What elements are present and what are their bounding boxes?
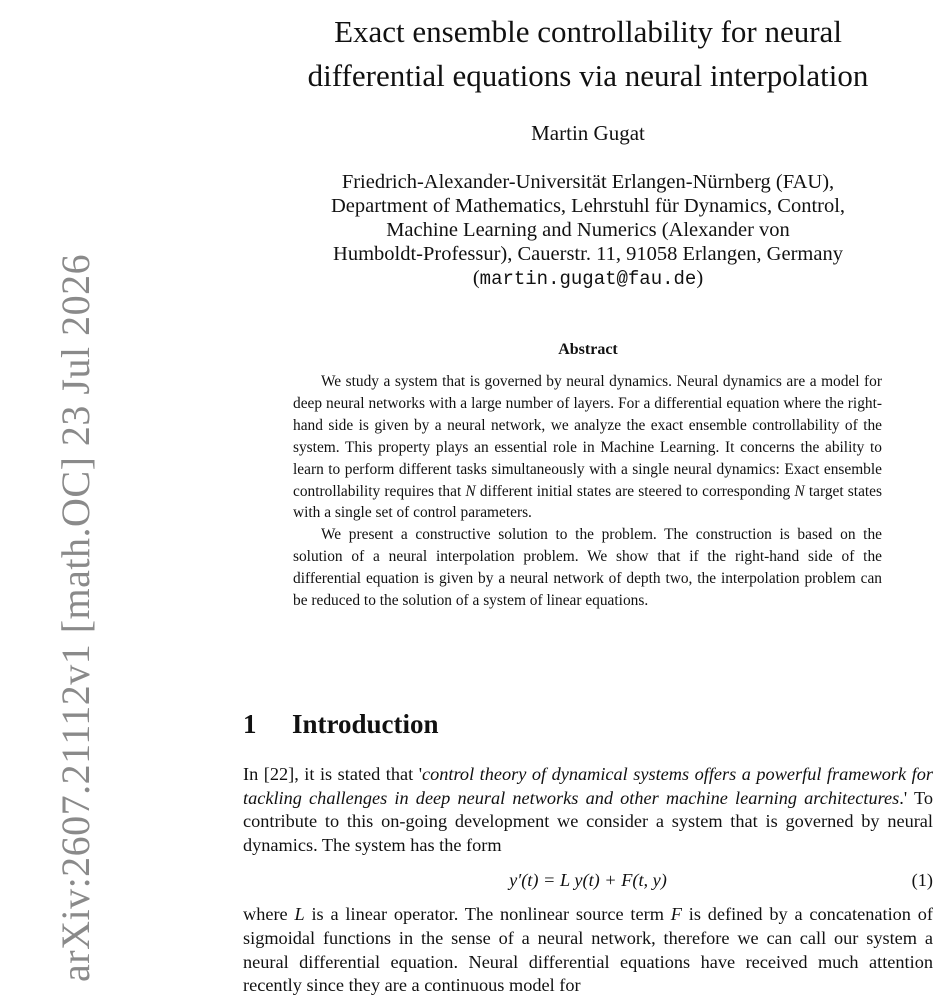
introduction-body <box>243 763 933 998</box>
section-heading <box>243 709 439 740</box>
arxiv-stamp: arXiv:2607.21112v1 [math.OC] 23 Jul 2026 <box>53 253 98 982</box>
affiliation-line-2: Department of Mathematics, Lehrstuhl für Dynamics, Control, <box>330 195 846 217</box>
affiliation-line-1: Friedrich-Alexander-Universität Erlangen-Nürnberg (FAU), <box>341 171 835 193</box>
intro-text: .' To contribute to this on-going development we consider a system that is governed by neural dynamics. The system has the form <box>243 787 934 855</box>
affiliation-email-line <box>262 266 914 291</box>
intro-text: In [22], it is stated that ' <box>243 764 423 784</box>
intro-text: is defined by a concatenation of sigmoidal functions in the sense of a neural network, therefore we can call our system a neural differential equation. Neural differential equations have received much attention recently since they are a continuous model for <box>243 904 933 996</box>
intro-quote: control theory of dynamical systems offers a powerful framework for tackling challenges in deep neural networks and other machine learning architectures <box>243 764 933 808</box>
equation-1 <box>243 857 933 903</box>
math-symbol: N <box>465 482 476 500</box>
intro-text: is a linear operator. The nonlinear source term <box>304 904 671 925</box>
math-symbol: L <box>294 904 305 925</box>
abstract-paragraph-1 <box>293 371 882 524</box>
title-line-2: differential equations via neural interpolation <box>307 58 869 93</box>
affiliation-line-3: Machine Learning and Numerics (Alexander von <box>386 219 790 241</box>
author-email[interactable]: martin.gugat@fau.de <box>479 268 697 290</box>
abstract-heading: Abstract <box>558 341 618 358</box>
equation-expression: y′(t) = L y(t) + F(t, y) <box>509 870 667 891</box>
math-symbol: N <box>794 482 805 500</box>
email-open-paren: ( <box>472 267 480 289</box>
math-symbol: F <box>670 904 682 925</box>
email-close-paren: ) <box>696 267 704 289</box>
abstract-body <box>293 371 882 612</box>
intro-paragraph-2 <box>243 903 933 997</box>
author-name: Martin Gugat <box>531 121 645 145</box>
abstract-text: target states with a single set of control parameters. <box>293 482 883 522</box>
equation-number: (1) <box>911 870 933 891</box>
affiliation <box>262 170 914 291</box>
abstract-text: We study a system that is governed by neural dynamics. Neural dynamics are a model for deep neural networks with a large number of layers. For a differential equation where the right-hand side is given by a neural network, we analyze the exact ensemble controllability of the system. This property plays an essential role in Machine Learning. It concerns the ability to learn to perform different tasks simultaneously with a single neural dynamics: Exact ensemble controllability requires that <box>293 373 882 500</box>
title-line-1: Exact ensemble controllability for neural <box>334 14 842 49</box>
affiliation-line-4: Humboldt-Professur), Cauerstr. 11, 91058 Erlangen, Germany <box>333 243 843 265</box>
section-title: Introduction <box>292 709 439 739</box>
paper-title <box>262 10 914 98</box>
abstract-text: different initial states are steered to corresponding <box>475 482 795 500</box>
abstract-paragraph-2: We present a constructive solution to the problem. The construction is based on the solution of a neural interpolation problem. We show that if the right-hand side of the differential equation is given by a neural network of depth two, the interpolation problem can be reduced to the solution of a system of linear equations. <box>293 526 882 610</box>
intro-text: where <box>243 904 295 925</box>
intro-paragraph-1 <box>243 763 933 857</box>
section-number: 1 <box>243 709 257 739</box>
